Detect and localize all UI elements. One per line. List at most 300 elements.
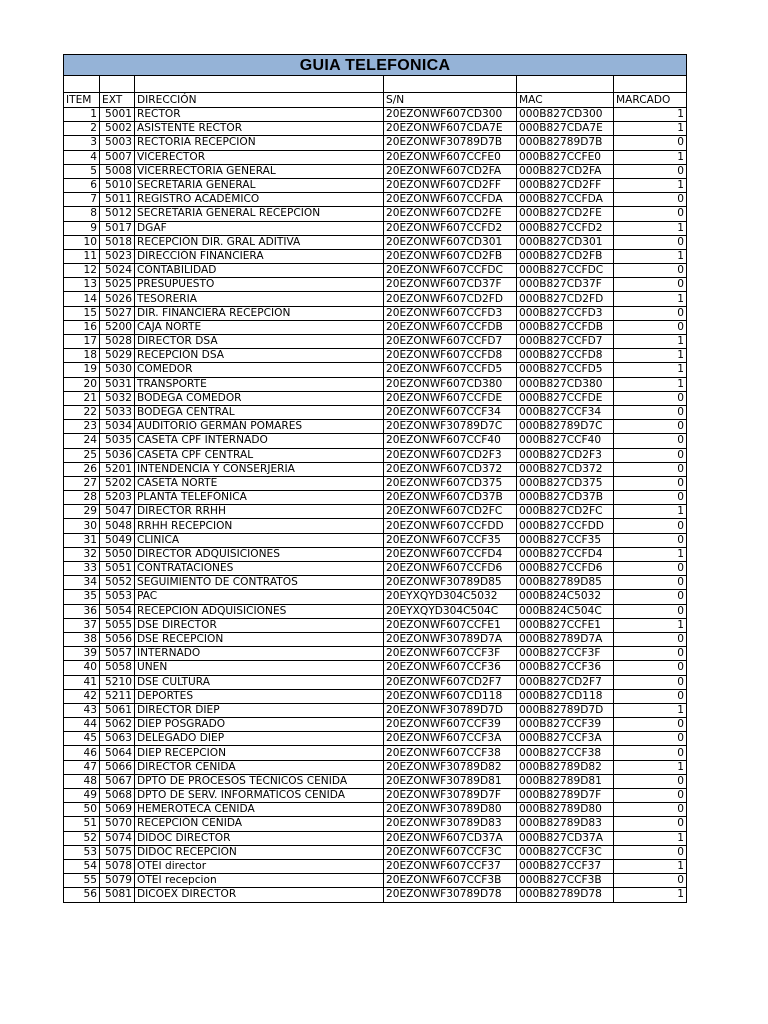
item-cell: 26 [64, 462, 100, 476]
direccion-cell: AUDITORIO GERMÁN POMARES [135, 420, 384, 434]
header-direccion: DIRECCIÓN [135, 93, 384, 108]
sheet-title: GUIA TELEFONICA [64, 55, 687, 76]
marcado-cell: 1 [614, 859, 687, 873]
sn-cell: 20EZONWF607CD2FA [384, 164, 517, 178]
marcado-cell: 1 [614, 178, 687, 192]
ext-cell: 5023 [100, 249, 135, 263]
direccion-cell: DPTO DE PROCESOS TÉCNICOS CENIDA [135, 774, 384, 788]
ext-cell: 5081 [100, 888, 135, 902]
sn-cell: 20EZONWF30789D81 [384, 774, 517, 788]
header-mac: MAC [517, 93, 614, 108]
sn-cell: 20EZONWF607CD2FC [384, 505, 517, 519]
sn-cell: 20EZONWF30789D7A [384, 632, 517, 646]
mac-cell: 000B827CCFDE [517, 391, 614, 405]
table-row [64, 845, 687, 859]
sn-cell: 20EZONWF607CCFD7 [384, 335, 517, 349]
table-row [64, 675, 687, 689]
mac-cell: 000B827CCFD8 [517, 349, 614, 363]
direccion-cell: DGAF [135, 221, 384, 235]
phone-guide-table [63, 54, 687, 903]
sn-cell: 20EZONWF607CCF39 [384, 718, 517, 732]
item-cell: 18 [64, 349, 100, 363]
item-cell: 5 [64, 164, 100, 178]
item-cell: 42 [64, 689, 100, 703]
table-row [64, 632, 687, 646]
direccion-cell: CONTRATACIONES [135, 562, 384, 576]
ext-cell: 5211 [100, 689, 135, 703]
item-cell: 28 [64, 491, 100, 505]
ext-cell: 5200 [100, 320, 135, 334]
direccion-cell: CAJA NORTE [135, 320, 384, 334]
item-cell: 25 [64, 448, 100, 462]
marcado-cell: 0 [614, 462, 687, 476]
sn-cell: 20EZONWF607CD300 [384, 108, 517, 122]
ext-cell: 5079 [100, 874, 135, 888]
direccion-cell: DIDOC RECEPCION [135, 845, 384, 859]
item-cell: 11 [64, 249, 100, 263]
mac-cell: 000B827CD2FA [517, 164, 614, 178]
direccion-cell: INTERNADO [135, 647, 384, 661]
sn-cell: 20EZONWF607CCFDD [384, 519, 517, 533]
ext-cell: 5069 [100, 803, 135, 817]
direccion-cell: RECTORIA RECEPCION [135, 136, 384, 150]
marcado-cell: 1 [614, 349, 687, 363]
table-row [64, 547, 687, 561]
table-row [64, 774, 687, 788]
direccion-cell: RECEPCIÓN DSA [135, 349, 384, 363]
direccion-cell: DICOEX DIRECTOR [135, 888, 384, 902]
table-row [64, 817, 687, 831]
table-row [64, 618, 687, 632]
mac-cell: 000B827CD2FE [517, 207, 614, 221]
item-cell: 36 [64, 604, 100, 618]
ext-cell: 5003 [100, 136, 135, 150]
ext-cell: 5057 [100, 647, 135, 661]
sn-cell: 20EZONWF30789D7F [384, 789, 517, 803]
header-marcado: MARCADO [614, 93, 687, 108]
item-cell: 30 [64, 519, 100, 533]
ext-cell: 5051 [100, 562, 135, 576]
item-cell: 7 [64, 193, 100, 207]
sn-cell: 20EZONWF30789D7C [384, 420, 517, 434]
table-row [64, 306, 687, 320]
ext-cell: 5056 [100, 632, 135, 646]
table-row [64, 462, 687, 476]
mac-cell: 000B827CCFD5 [517, 363, 614, 377]
direccion-cell: DSE RECEPCION [135, 632, 384, 646]
sn-cell: 20EZONWF607CCFD3 [384, 306, 517, 320]
mac-cell: 000B827CCFD6 [517, 562, 614, 576]
item-cell: 55 [64, 874, 100, 888]
sn-cell: 20EZONWF30789D82 [384, 760, 517, 774]
table-row [64, 760, 687, 774]
table-row [64, 363, 687, 377]
ext-cell: 5035 [100, 434, 135, 448]
sn-cell: 20EZONWF607CCF37 [384, 859, 517, 873]
sn-cell: 20EZONWF607CCFE0 [384, 150, 517, 164]
marcado-cell: 0 [614, 405, 687, 419]
ext-cell: 5024 [100, 264, 135, 278]
mac-cell: 000B827CCF34 [517, 405, 614, 419]
direccion-cell: RRHH RECEPCION [135, 519, 384, 533]
table-row [64, 377, 687, 391]
sn-cell: 20EZONWF607CCF3C [384, 845, 517, 859]
item-cell: 24 [64, 434, 100, 448]
sn-cell: 20EZONWF607CCFDA [384, 193, 517, 207]
item-cell: 56 [64, 888, 100, 902]
direccion-cell: DIRECTOR DSA [135, 335, 384, 349]
marcado-cell: 0 [614, 533, 687, 547]
table-row [64, 491, 687, 505]
marcado-cell: 0 [614, 519, 687, 533]
direccion-cell: OTEI recepcion [135, 874, 384, 888]
item-cell: 53 [64, 845, 100, 859]
title-row [64, 55, 687, 76]
ext-cell: 5070 [100, 817, 135, 831]
mac-cell: 000B827CD301 [517, 235, 614, 249]
marcado-cell: 0 [614, 235, 687, 249]
ext-cell: 5012 [100, 207, 135, 221]
table-row [64, 420, 687, 434]
table-row [64, 476, 687, 490]
table-row [64, 519, 687, 533]
ext-cell: 5074 [100, 831, 135, 845]
direccion-cell: RECEPCION ADQUISICIONES [135, 604, 384, 618]
ext-cell: 5067 [100, 774, 135, 788]
marcado-cell: 0 [614, 391, 687, 405]
marcado-cell: 1 [614, 221, 687, 235]
marcado-cell: 1 [614, 363, 687, 377]
item-cell: 49 [64, 789, 100, 803]
marcado-cell: 0 [614, 817, 687, 831]
marcado-cell: 0 [614, 207, 687, 221]
item-cell: 33 [64, 562, 100, 576]
sn-cell: 20EZONWF607CCFDC [384, 264, 517, 278]
sn-cell: 20EZONWF607CD37B [384, 491, 517, 505]
sn-cell: 20EZONWF607CD37A [384, 831, 517, 845]
marcado-cell: 1 [614, 505, 687, 519]
mac-cell: 000B827CCFDB [517, 320, 614, 334]
sn-cell: 20EZONWF30789D7B [384, 136, 517, 150]
mac-cell: 000B827CCF40 [517, 434, 614, 448]
mac-cell: 000B827CD380 [517, 377, 614, 391]
mac-cell: 000B827CD2FB [517, 249, 614, 263]
ext-cell: 5052 [100, 576, 135, 590]
table-row [64, 689, 687, 703]
ext-cell: 5063 [100, 732, 135, 746]
mac-cell: 000B827CDA7E [517, 122, 614, 136]
ext-cell: 5011 [100, 193, 135, 207]
table-row [64, 562, 687, 576]
direccion-cell: CASETA CPF CENTRAL [135, 448, 384, 462]
sn-cell: 20EZONWF607CCFD6 [384, 562, 517, 576]
marcado-cell: 1 [614, 108, 687, 122]
item-cell: 51 [64, 817, 100, 831]
item-cell: 50 [64, 803, 100, 817]
ext-cell: 5026 [100, 292, 135, 306]
mac-cell: 000B827CCFD4 [517, 547, 614, 561]
table-row [64, 405, 687, 419]
item-cell: 22 [64, 405, 100, 419]
sn-cell: 20EZONWF607CD2F3 [384, 448, 517, 462]
direccion-cell: REGISTRO ACADÉMICO [135, 193, 384, 207]
marcado-cell: 0 [614, 604, 687, 618]
marcado-cell: 1 [614, 249, 687, 263]
table-row [64, 391, 687, 405]
table-row [64, 320, 687, 334]
item-cell: 1 [64, 108, 100, 122]
sn-cell: 20EZONWF607CD375 [384, 476, 517, 490]
direccion-cell: TESORERIA [135, 292, 384, 306]
direccion-cell: VICERRECTORIA GENERAL [135, 164, 384, 178]
table-row [64, 193, 687, 207]
ext-cell: 5202 [100, 476, 135, 490]
sn-cell: 20EZONWF607CD2FD [384, 292, 517, 306]
ext-cell: 5028 [100, 335, 135, 349]
item-cell: 19 [64, 363, 100, 377]
marcado-cell: 0 [614, 718, 687, 732]
direccion-cell: PRESUPUESTO [135, 278, 384, 292]
mac-cell: 000B82789D83 [517, 817, 614, 831]
direccion-cell: DIRECCIÓN FINANCIERA [135, 249, 384, 263]
direccion-cell: CONTABILIDAD [135, 264, 384, 278]
sn-cell: 20EZONWF607CCFE1 [384, 618, 517, 632]
table-row [64, 434, 687, 448]
direccion-cell: SEGUIMIENTO DE CONTRATOS [135, 576, 384, 590]
direccion-cell: DIRECTOR ADQUISICIONES [135, 547, 384, 561]
marcado-cell: 0 [614, 590, 687, 604]
table-row [64, 647, 687, 661]
table-row [64, 661, 687, 675]
table-row [64, 576, 687, 590]
item-cell: 44 [64, 718, 100, 732]
ext-cell: 5032 [100, 391, 135, 405]
ext-cell: 5049 [100, 533, 135, 547]
direccion-cell: ASISTENTE RECTOR [135, 122, 384, 136]
table-row [64, 264, 687, 278]
sn-cell: 20EZONWF607CCFD2 [384, 221, 517, 235]
header-sn: S/N [384, 93, 517, 108]
ext-cell: 5068 [100, 789, 135, 803]
ext-cell: 5203 [100, 491, 135, 505]
mac-cell: 000B82789D7A [517, 632, 614, 646]
direccion-cell: DIRECTOR CENIDA [135, 760, 384, 774]
marcado-cell: 0 [614, 746, 687, 760]
sn-cell: 20EZONWF30789D85 [384, 576, 517, 590]
direccion-cell: DIRECTOR RRHH [135, 505, 384, 519]
table-row [64, 789, 687, 803]
sn-cell: 20EZONWF607CDA7E [384, 122, 517, 136]
direccion-cell: BODEGA COMEDOR [135, 391, 384, 405]
table-row [64, 448, 687, 462]
direccion-cell: COMEDOR [135, 363, 384, 377]
table-row [64, 505, 687, 519]
table-row [64, 874, 687, 888]
table-row [64, 718, 687, 732]
direccion-cell: DIRECTOR DIEP [135, 703, 384, 717]
item-cell: 21 [64, 391, 100, 405]
mac-cell: 000B827CCF3B [517, 874, 614, 888]
item-cell: 54 [64, 859, 100, 873]
direccion-cell: SECRETARIA GENERAL [135, 178, 384, 192]
ext-cell: 5210 [100, 675, 135, 689]
table-row [64, 349, 687, 363]
ext-cell: 5075 [100, 845, 135, 859]
mac-cell: 000B827CD2F7 [517, 675, 614, 689]
ext-cell: 5025 [100, 278, 135, 292]
table-row [64, 888, 687, 902]
marcado-cell: 1 [614, 292, 687, 306]
marcado-cell: 0 [614, 874, 687, 888]
table-row [64, 249, 687, 263]
mac-cell: 000B827CCF3F [517, 647, 614, 661]
sn-cell: 20EZONWF30789D7D [384, 703, 517, 717]
ext-cell: 5047 [100, 505, 135, 519]
item-cell: 43 [64, 703, 100, 717]
mac-cell: 000B827CD2F3 [517, 448, 614, 462]
sn-cell: 20EZONWF607CD2FB [384, 249, 517, 263]
direccion-cell: HEMEROTECA CENIDA [135, 803, 384, 817]
direccion-cell: DIR. FINANCIERA RECEPCION [135, 306, 384, 320]
marcado-cell: 1 [614, 703, 687, 717]
direccion-cell: RECEPCIÓN CENIDA [135, 817, 384, 831]
direccion-cell: DPTO DE SERV. INFORMATICOS CENIDA [135, 789, 384, 803]
sn-cell: 20EZONWF607CCF35 [384, 533, 517, 547]
direccion-cell: OTEI director [135, 859, 384, 873]
mac-cell: 000B827CCF36 [517, 661, 614, 675]
item-cell: 47 [64, 760, 100, 774]
direccion-cell: TRANSPORTE [135, 377, 384, 391]
item-cell: 38 [64, 632, 100, 646]
table-row [64, 207, 687, 221]
sn-cell: 20EZONWF607CCF3A [384, 732, 517, 746]
marcado-cell: 0 [614, 434, 687, 448]
mac-cell: 000B827CD375 [517, 476, 614, 490]
mac-cell: 000B827CCF39 [517, 718, 614, 732]
item-cell: 29 [64, 505, 100, 519]
mac-cell: 000B827CD37F [517, 278, 614, 292]
table-row [64, 859, 687, 873]
marcado-cell: 1 [614, 377, 687, 391]
table-row [64, 590, 687, 604]
direccion-cell: DIDOC DIRECTOR [135, 831, 384, 845]
mac-cell: 000B827CCF3C [517, 845, 614, 859]
sn-cell: 20EYXQYD304C5032 [384, 590, 517, 604]
ext-cell: 5066 [100, 760, 135, 774]
direccion-cell: DSE CULTURA [135, 675, 384, 689]
table-row [64, 221, 687, 235]
sn-cell: 20EZONWF607CD372 [384, 462, 517, 476]
marcado-cell: 0 [614, 164, 687, 178]
ext-cell: 5017 [100, 221, 135, 235]
item-cell: 45 [64, 732, 100, 746]
item-cell: 9 [64, 221, 100, 235]
item-cell: 48 [64, 774, 100, 788]
direccion-cell: DIEP RECEPCION [135, 746, 384, 760]
ext-cell: 5058 [100, 661, 135, 675]
mac-cell: 000B824C5032 [517, 590, 614, 604]
direccion-cell: DSE DIRECTOR [135, 618, 384, 632]
mac-cell: 000B82789D81 [517, 774, 614, 788]
mac-cell: 000B827CD37A [517, 831, 614, 845]
mac-cell: 000B827CD37B [517, 491, 614, 505]
mac-cell: 000B827CCFE0 [517, 150, 614, 164]
ext-cell: 5033 [100, 405, 135, 419]
direccion-cell: SECRETARIA GENERAL RECEPCION [135, 207, 384, 221]
sn-cell: 20EZONWF30789D78 [384, 888, 517, 902]
item-cell: 10 [64, 235, 100, 249]
item-cell: 3 [64, 136, 100, 150]
item-cell: 2 [64, 122, 100, 136]
mac-cell: 000B827CD2FD [517, 292, 614, 306]
marcado-cell: 0 [614, 576, 687, 590]
blank-row [64, 76, 687, 93]
sn-cell: 20EZONWF607CD2FE [384, 207, 517, 221]
ext-cell: 5007 [100, 150, 135, 164]
ext-cell: 5027 [100, 306, 135, 320]
item-cell: 39 [64, 647, 100, 661]
marcado-cell: 1 [614, 122, 687, 136]
mac-cell: 000B827CCFE1 [517, 618, 614, 632]
table-row [64, 108, 687, 122]
direccion-cell: DIEP POSGRADO [135, 718, 384, 732]
marcado-cell: 0 [614, 136, 687, 150]
table-row [64, 335, 687, 349]
table-row [64, 732, 687, 746]
mac-cell: 000B827CCFDA [517, 193, 614, 207]
mac-cell: 000B82789D7C [517, 420, 614, 434]
sn-cell: 20EZONWF607CCF40 [384, 434, 517, 448]
mac-cell: 000B82789D82 [517, 760, 614, 774]
sn-cell: 20EZONWF607CD2F7 [384, 675, 517, 689]
mac-cell: 000B827CCFD3 [517, 306, 614, 320]
mac-cell: 000B827CCF38 [517, 746, 614, 760]
marcado-cell: 0 [614, 320, 687, 334]
sn-cell: 20EZONWF607CD2FF [384, 178, 517, 192]
sn-cell: 20EZONWF30789D83 [384, 817, 517, 831]
marcado-cell: 0 [614, 420, 687, 434]
ext-cell: 5064 [100, 746, 135, 760]
marcado-cell: 0 [614, 803, 687, 817]
direccion-cell: UNEN [135, 661, 384, 675]
marcado-cell: 1 [614, 618, 687, 632]
sn-cell: 20EZONWF607CCFD5 [384, 363, 517, 377]
table-row [64, 831, 687, 845]
sn-cell: 20EZONWF607CCF3B [384, 874, 517, 888]
ext-cell: 5036 [100, 448, 135, 462]
item-cell: 37 [64, 618, 100, 632]
table-row [64, 235, 687, 249]
mac-cell: 000B82789D7B [517, 136, 614, 150]
direccion-cell: DELEGADO DIEP [135, 732, 384, 746]
item-cell: 40 [64, 661, 100, 675]
ext-cell: 5048 [100, 519, 135, 533]
mac-cell: 000B82789D7D [517, 703, 614, 717]
item-cell: 17 [64, 335, 100, 349]
ext-cell: 5034 [100, 420, 135, 434]
ext-cell: 5018 [100, 235, 135, 249]
direccion-cell: BODEGA CENTRAL [135, 405, 384, 419]
table-row [64, 604, 687, 618]
marcado-cell: 0 [614, 647, 687, 661]
ext-cell: 5054 [100, 604, 135, 618]
item-cell: 32 [64, 547, 100, 561]
table-row [64, 278, 687, 292]
ext-cell: 5050 [100, 547, 135, 561]
marcado-cell: 0 [614, 675, 687, 689]
item-cell: 12 [64, 264, 100, 278]
item-cell: 20 [64, 377, 100, 391]
